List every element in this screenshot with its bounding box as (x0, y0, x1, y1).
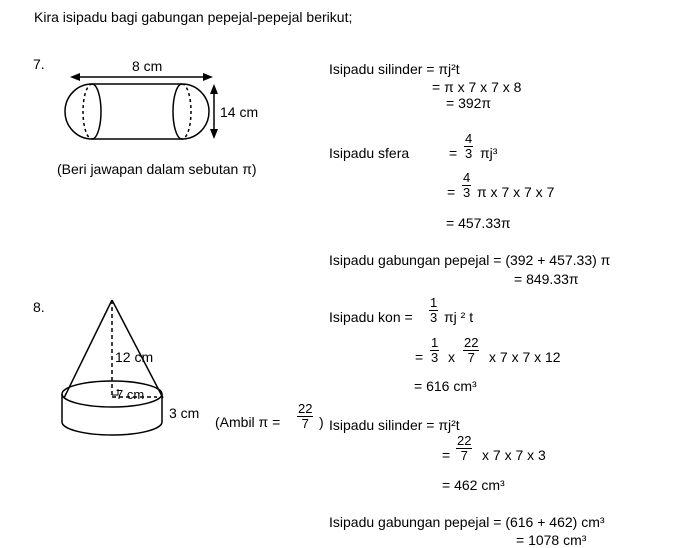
q7-sphere-substitution-tail: π x 7 x 7 x 7 (477, 184, 555, 200)
denominator: 3 (431, 350, 439, 365)
q8-cone-equals: = (415, 349, 424, 365)
q8-total-result: = 1078 cm³ (516, 532, 587, 548)
q7-note: (Beri jawapan dalam sebutan π) (57, 161, 257, 177)
q8-cone-result: = 616 cm³ (414, 378, 477, 394)
q7-sphere-equals-2: = (447, 184, 456, 200)
q8-cylinder-formula: Isipadu silinder = πj²t (329, 417, 460, 433)
q7-sphere-equals: = (449, 145, 458, 161)
q7-left-rim-front (92, 84, 101, 139)
q8-cylinder-equals: = (442, 447, 451, 463)
numerator: 4 (463, 170, 471, 185)
instruction-text: Kira isipadu bagi gabungan pepejal-pepejal berikut; (34, 9, 353, 25)
q8-cone-fraction-2 (430, 336, 439, 365)
q8-cylinder-bottom-arc (62, 422, 162, 435)
q8-take-pi-fraction (297, 402, 313, 431)
denominator: 3 (463, 185, 471, 200)
denominator: 7 (301, 416, 309, 431)
q7-total-result: = 849.33π (514, 271, 579, 287)
q7-length-label: 8 cm (132, 58, 163, 74)
q8-cone-label: Isipadu kon = (329, 309, 413, 325)
q8-take-pi-lead: (Ambil π = (215, 414, 281, 430)
q8-total-formula: Isipadu gabungan pepejal = (616 + 462) cm³ (329, 514, 605, 530)
q7-sphere-fraction-2 (462, 171, 471, 200)
denominator: 3 (430, 310, 438, 325)
q7-right-hemisphere (182, 84, 209, 139)
q7-sphere-fraction-1 (464, 132, 473, 161)
q7-left-rim-back (83, 84, 92, 139)
numerator: 1 (430, 295, 438, 310)
q7-cylinder-hemispheres-diagram (65, 73, 218, 139)
q7-total-formula: Isipadu gabungan pepejal = (392 + 457.33) π (329, 252, 611, 268)
denominator: 3 (465, 146, 473, 161)
q7-sphere-formula-tail: πj³ (480, 145, 498, 161)
denominator: 7 (467, 350, 475, 365)
numerator: 4 (465, 131, 473, 146)
numerator: 22 (457, 433, 472, 448)
q7-length-arrowhead-left (70, 73, 80, 81)
numerator: 1 (431, 335, 439, 350)
numerator: 22 (464, 335, 479, 350)
q8-cone-substitution-tail: x 7 x 7 x 12 (489, 349, 561, 365)
q8-cylinder-fraction (456, 434, 472, 463)
q7-diameter-label: 14 cm (220, 104, 259, 120)
q7-cylinder-substitution: = π x 7 x 7 x 8 (432, 79, 522, 95)
question-8-number: 8. (33, 299, 45, 315)
q7-length-arrowhead-right (203, 73, 213, 81)
q7-sphere-result: = 457.33π (446, 215, 511, 231)
q7-right-rim-back (182, 84, 191, 139)
q8-height-label: 12 cm (115, 349, 154, 365)
numerator: 22 (298, 401, 313, 416)
q8-cone-fraction-3 (463, 336, 479, 365)
q8-cone-formula-tail: πj ² t (444, 309, 474, 325)
q8-cylinder-result: = 462 cm³ (442, 477, 505, 493)
q8-cone-fraction-1 (429, 296, 438, 325)
q7-diameter-arrowhead-top (210, 84, 218, 94)
q8-take-pi-close: ) (319, 414, 324, 430)
q8-cone-times: x (448, 349, 455, 365)
q8-radius-label: 7 cm (116, 387, 145, 402)
q8-cylinder-height-label: 3 cm (169, 405, 200, 421)
q7-cylinder-formula: Isipadu silinder = πj²t (329, 61, 460, 77)
q7-diameter-arrowhead-bottom (210, 129, 218, 139)
q7-sphere-label: Isipadu sfera (329, 145, 410, 161)
question-7-number: 7. (33, 56, 45, 72)
q7-cylinder-result: = 392π (446, 95, 492, 111)
q8-cone-cylinder-diagram (62, 300, 163, 435)
denominator: 7 (460, 448, 468, 463)
q7-right-rim-front (173, 84, 182, 139)
q7-left-hemisphere (65, 84, 92, 139)
q8-cylinder-substitution-tail: x 7 x 7 x 3 (482, 447, 546, 463)
